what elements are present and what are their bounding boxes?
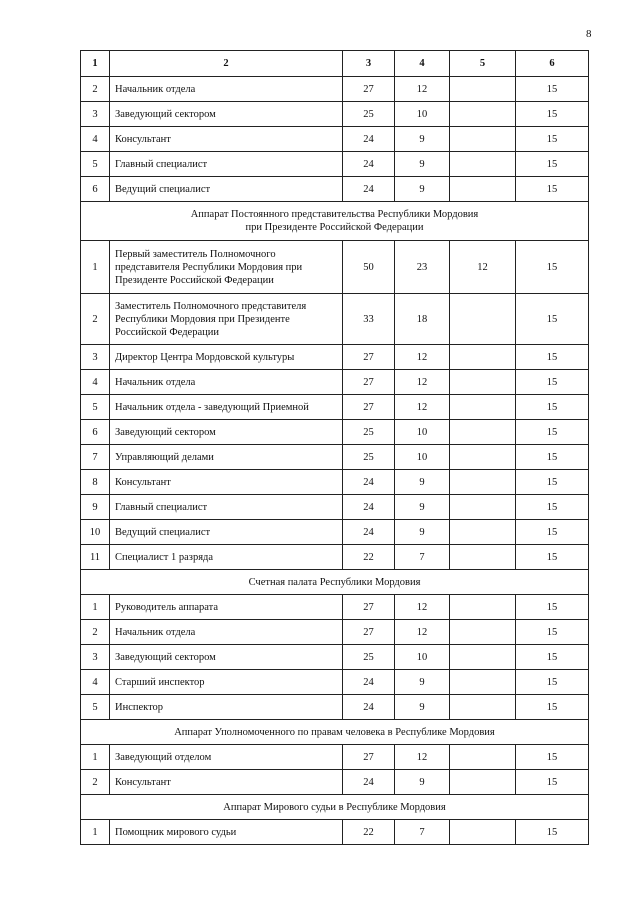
- position-name-cell: [110, 294, 343, 345]
- col6-cell: 15: [516, 670, 589, 695]
- col6-cell: 15: [516, 127, 589, 152]
- position-name-cell: Консультант: [110, 770, 343, 795]
- header-cell: 5: [450, 51, 516, 77]
- position-name-cell: Помощник мирового судьи: [110, 820, 343, 845]
- col3-cell: 24: [343, 520, 395, 545]
- col3-cell: 27: [343, 620, 395, 645]
- col4-cell: 9: [395, 520, 450, 545]
- col5-cell: [450, 294, 516, 345]
- row-number-cell: 8: [81, 470, 110, 495]
- position-name-cell: Специалист 1 разряда: [110, 545, 343, 570]
- position-name-cell: Ведущий специалист: [110, 520, 343, 545]
- position-name-cell: Начальник отдела: [110, 620, 343, 645]
- col3-cell: 27: [343, 370, 395, 395]
- section-title-line: Счетная палата Республики Мордовия: [248, 576, 421, 588]
- col4-cell: 12: [395, 745, 450, 770]
- section-title: [81, 202, 589, 241]
- table-row: [81, 820, 589, 845]
- col5-cell: [450, 470, 516, 495]
- col5-cell: [450, 127, 516, 152]
- col5-cell: [450, 370, 516, 395]
- header-cell: 6: [516, 51, 589, 77]
- row-number-cell: 1: [81, 820, 110, 845]
- col5-cell: [450, 545, 516, 570]
- position-name-cell: Начальник отдела - заведующий Приемной: [110, 395, 343, 420]
- col3-cell: 24: [343, 127, 395, 152]
- col4-cell: 12: [395, 595, 450, 620]
- table-row: [81, 695, 589, 720]
- section-title-line: Аппарат Мирового судьи в Республике Мордовия: [223, 801, 446, 813]
- col5-cell: [450, 77, 516, 102]
- col4-cell: 10: [395, 420, 450, 445]
- position-name-cell: Заведующий сектором: [110, 645, 343, 670]
- col3-cell: 27: [343, 595, 395, 620]
- table-row: [81, 241, 589, 294]
- col3-cell: 33: [343, 294, 395, 345]
- row-number-cell: 2: [81, 620, 110, 645]
- section-title-line: Аппарат Уполномоченного по правам человека в Республике Мордовия: [174, 726, 495, 738]
- col4-cell: 9: [395, 127, 450, 152]
- table-row: [81, 345, 589, 370]
- table-header-row: [81, 51, 589, 77]
- col3-cell: 25: [343, 102, 395, 127]
- col6-cell: 15: [516, 695, 589, 720]
- position-name-line: Первый заместитель Полномочного: [115, 248, 276, 260]
- section-title: [81, 795, 589, 820]
- col6-cell: 15: [516, 102, 589, 127]
- col5-cell: [450, 345, 516, 370]
- position-name-line: Республики Мордовия при Президенте: [115, 313, 290, 325]
- col5-cell: [450, 820, 516, 845]
- position-name-cell: Заведующий сектором: [110, 102, 343, 127]
- col5-cell: [450, 520, 516, 545]
- col6-cell: 15: [516, 520, 589, 545]
- row-number-cell: 5: [81, 395, 110, 420]
- table-row: [81, 520, 589, 545]
- col5-cell: [450, 177, 516, 202]
- col5-cell: [450, 645, 516, 670]
- table-row: [81, 595, 589, 620]
- col4-cell: 12: [395, 77, 450, 102]
- position-name-line: представителя Республики Мордовия при: [115, 261, 303, 273]
- col6-cell: 15: [516, 745, 589, 770]
- col5-cell: [450, 770, 516, 795]
- col6-cell: 15: [516, 420, 589, 445]
- row-number-cell: 9: [81, 495, 110, 520]
- col3-cell: 27: [343, 395, 395, 420]
- col4-cell: 23: [395, 241, 450, 294]
- col3-cell: 24: [343, 470, 395, 495]
- col6-cell: 15: [516, 345, 589, 370]
- row-number-cell: 2: [81, 77, 110, 102]
- position-name-cell: Консультант: [110, 470, 343, 495]
- col6-cell: 15: [516, 770, 589, 795]
- col4-cell: 9: [395, 695, 450, 720]
- position-name-cell: Заведующий сектором: [110, 420, 343, 445]
- col6-cell: 15: [516, 294, 589, 345]
- row-number-cell: 3: [81, 645, 110, 670]
- row-number-cell: 5: [81, 152, 110, 177]
- col5-cell: 12: [450, 241, 516, 294]
- col6-cell: 15: [516, 620, 589, 645]
- col4-cell: 9: [395, 152, 450, 177]
- col4-cell: 12: [395, 395, 450, 420]
- col3-cell: 27: [343, 745, 395, 770]
- col4-cell: 10: [395, 445, 450, 470]
- header-cell: 3: [343, 51, 395, 77]
- position-name-cell: Управляющий делами: [110, 445, 343, 470]
- row-number-cell: 1: [81, 595, 110, 620]
- position-name-line: Российской Федерации: [115, 326, 219, 338]
- position-name-cell: Директор Центра Мордовской культуры: [110, 345, 343, 370]
- position-name-cell: Старший инспектор: [110, 670, 343, 695]
- col3-cell: 25: [343, 645, 395, 670]
- col6-cell: 15: [516, 445, 589, 470]
- position-name-line: Заместитель Полномочного представителя: [115, 300, 307, 312]
- row-number-cell: 4: [81, 127, 110, 152]
- col3-cell: 25: [343, 445, 395, 470]
- col5-cell: [450, 670, 516, 695]
- section-title: [81, 720, 589, 745]
- col3-cell: 24: [343, 495, 395, 520]
- row-number-cell: 4: [81, 670, 110, 695]
- col6-cell: 15: [516, 395, 589, 420]
- col6-cell: 15: [516, 470, 589, 495]
- row-number-cell: 11: [81, 545, 110, 570]
- col3-cell: 24: [343, 695, 395, 720]
- col3-cell: 22: [343, 820, 395, 845]
- table-row: [81, 370, 589, 395]
- col3-cell: 22: [343, 545, 395, 570]
- col4-cell: 10: [395, 102, 450, 127]
- col5-cell: [450, 695, 516, 720]
- table-row: [81, 495, 589, 520]
- col4-cell: 12: [395, 370, 450, 395]
- col4-cell: 9: [395, 470, 450, 495]
- col3-cell: 27: [343, 345, 395, 370]
- header-cell: 1: [81, 51, 110, 77]
- row-number-cell: 1: [81, 241, 110, 294]
- section-row: [81, 202, 589, 241]
- row-number-cell: 7: [81, 445, 110, 470]
- position-name-cell: Руководитель аппарата: [110, 595, 343, 620]
- row-number-cell: 6: [81, 177, 110, 202]
- col5-cell: [450, 495, 516, 520]
- table-row: [81, 620, 589, 645]
- col3-cell: 24: [343, 152, 395, 177]
- col6-cell: 15: [516, 77, 589, 102]
- row-number-cell: 3: [81, 345, 110, 370]
- section-row: [81, 570, 589, 595]
- table-row: [81, 470, 589, 495]
- table-row: [81, 670, 589, 695]
- col4-cell: 10: [395, 645, 450, 670]
- col4-cell: 7: [395, 545, 450, 570]
- position-name-cell: Консультант: [110, 127, 343, 152]
- col5-cell: [450, 152, 516, 177]
- col5-cell: [450, 102, 516, 127]
- row-number-cell: 2: [81, 770, 110, 795]
- section-row: [81, 720, 589, 745]
- col3-cell: 24: [343, 177, 395, 202]
- table-row: [81, 645, 589, 670]
- header-cell: 4: [395, 51, 450, 77]
- row-number-cell: 10: [81, 520, 110, 545]
- position-name-cell: Начальник отдела: [110, 370, 343, 395]
- col5-cell: [450, 445, 516, 470]
- position-name-cell: Главный специалист: [110, 152, 343, 177]
- position-name-cell: [110, 241, 343, 294]
- row-number-cell: 4: [81, 370, 110, 395]
- col4-cell: 9: [395, 495, 450, 520]
- table-row: [81, 445, 589, 470]
- table-row: [81, 745, 589, 770]
- position-name-cell: Инспектор: [110, 695, 343, 720]
- col3-cell: 50: [343, 241, 395, 294]
- row-number-cell: 2: [81, 294, 110, 345]
- col6-cell: 15: [516, 820, 589, 845]
- col4-cell: 12: [395, 620, 450, 645]
- table-row: [81, 77, 589, 102]
- row-number-cell: 6: [81, 420, 110, 445]
- position-name-cell: Заведующий отделом: [110, 745, 343, 770]
- section-title-line: при Президенте Российской Федерации: [245, 222, 424, 233]
- col5-cell: [450, 395, 516, 420]
- col5-cell: [450, 620, 516, 645]
- col6-cell: 15: [516, 370, 589, 395]
- col6-cell: 15: [516, 545, 589, 570]
- row-number-cell: 3: [81, 102, 110, 127]
- salary-table: [80, 50, 589, 845]
- col3-cell: 25: [343, 420, 395, 445]
- row-number-cell: 5: [81, 695, 110, 720]
- table-row: [81, 102, 589, 127]
- table-row: [81, 545, 589, 570]
- section-title: [81, 570, 589, 595]
- col4-cell: 12: [395, 345, 450, 370]
- col6-cell: 15: [516, 595, 589, 620]
- col3-cell: 24: [343, 670, 395, 695]
- table-row: [81, 127, 589, 152]
- col6-cell: 15: [516, 645, 589, 670]
- col6-cell: 15: [516, 241, 589, 294]
- col6-cell: 15: [516, 495, 589, 520]
- col3-cell: 27: [343, 77, 395, 102]
- table-row: [81, 770, 589, 795]
- col4-cell: 7: [395, 820, 450, 845]
- col5-cell: [450, 745, 516, 770]
- position-name-cell: Ведущий специалист: [110, 177, 343, 202]
- table-row: [81, 294, 589, 345]
- col6-cell: 15: [516, 177, 589, 202]
- col4-cell: 9: [395, 670, 450, 695]
- table-row: [81, 152, 589, 177]
- col4-cell: 9: [395, 770, 450, 795]
- position-name-line: Президенте Российской Федерации: [115, 274, 274, 286]
- position-name-cell: Главный специалист: [110, 495, 343, 520]
- col3-cell: 24: [343, 770, 395, 795]
- col6-cell: 15: [516, 152, 589, 177]
- section-title-line: Аппарат Постоянного представительства Республики Мордовия: [190, 209, 479, 220]
- position-name-cell: Начальник отдела: [110, 77, 343, 102]
- section-row: [81, 795, 589, 820]
- col5-cell: [450, 595, 516, 620]
- col5-cell: [450, 420, 516, 445]
- table-row: [81, 177, 589, 202]
- page-number: 8: [586, 28, 592, 40]
- row-number-cell: 1: [81, 745, 110, 770]
- table-row: [81, 395, 589, 420]
- col4-cell: 9: [395, 177, 450, 202]
- header-cell: 2: [110, 51, 343, 77]
- table-row: [81, 420, 589, 445]
- col4-cell: 18: [395, 294, 450, 345]
